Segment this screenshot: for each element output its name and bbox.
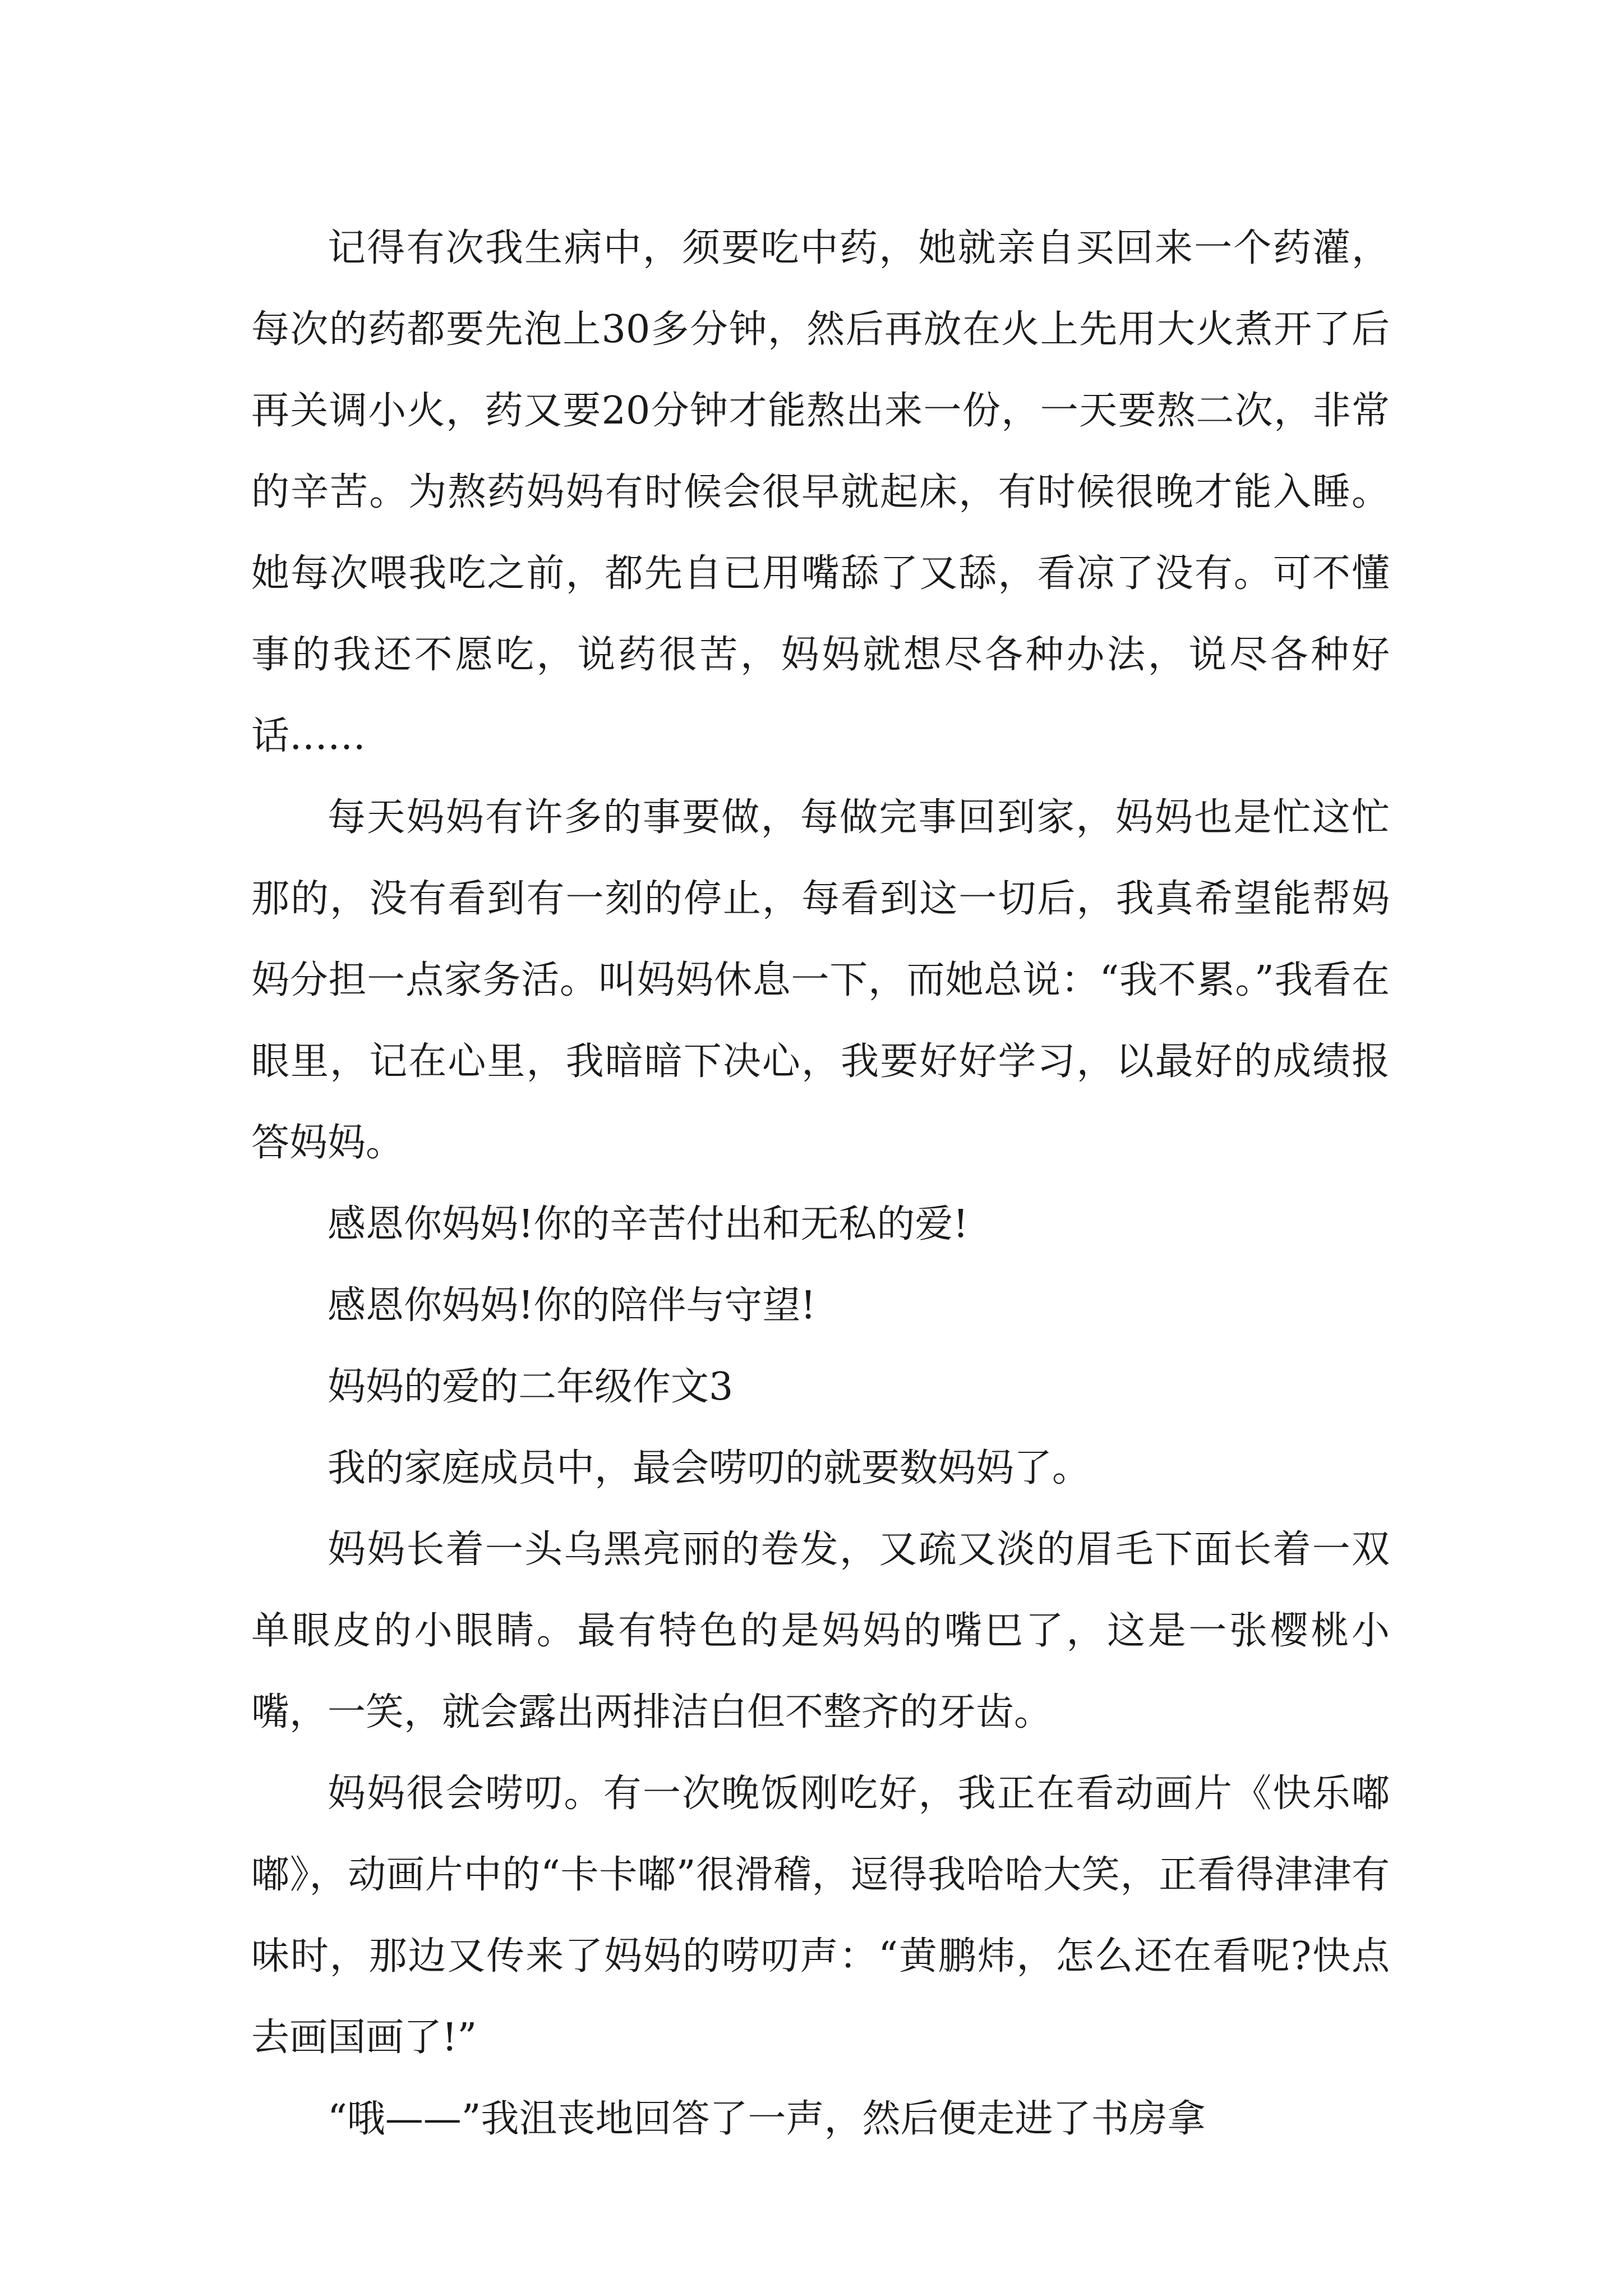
paragraph-mother-nagging: 妈妈很会唠叨。有一次晚饭刚吃好，我正在看动画片《快乐嘟嘟》，动画片中的“卡卡嘟”很滑稽，逗得我哈哈大笑，正看得津津有味时，那边又传来了妈妈的唠叨声：“黄鹏炜，怎么还在看呢?快点去画国画了!” [251, 1772, 1390, 2060]
paragraph-sick-medicine: 记得有次我生病中，须要吃中药，她就亲自买回来一个药灌，每次的药都要先泡上30多分钟，然后再放在火上先用大火煮开了后再关调小火，药又要20分钟才能熬出来一份，一天要熬二次，非常的辛苦。为熬药妈妈有时候会很早就起床，有时候很晚才能入睡。她每次喂我吃之前，都先自已用嘴舔了又舔，看凉了没有。可不懂事的我还不愿吃，说药很苦，妈妈就想尽各种办法，说尽各种好话…… [251, 226, 1390, 758]
paragraph-reply: “哦——”我沮丧地回答了一声，然后便走进了书房拿 [328, 2097, 1206, 2141]
paragraph-family-intro: 我的家庭成员中，最会唠叨的就要数妈妈了。 [328, 1446, 1091, 1490]
paragraph-mother-appearance: 妈妈长着一头乌黑亮丽的卷发，又疏又淡的眉毛下面长着一双单眼皮的小眼睛。最有特色的是妈妈的嘴巴了，这是一张樱桃小嘴，一笑，就会露出两排洁白但不整齐的牙齿。 [251, 1527, 1390, 1734]
paragraph-mother-busy: 每天妈妈有许多的事要做，每做完事回到家，妈妈也是忙这忙那的，没有看到有一刻的停止，每看到这一切后，我真希望能帮妈妈分担一点家务活。叫妈妈休息一下，而她总说：“我不累。”我看在眼里，记在心里，我暗暗下决心，我要好好学习，以最好的成绩报答妈妈。 [251, 795, 1390, 1165]
essay-title: 妈妈的爱的二年级作文3 [328, 1365, 734, 1409]
document-body [251, 208, 1390, 2160]
paragraph-thanks-love: 感恩你妈妈!你的辛苦付出和无私的爱! [328, 1202, 969, 1246]
paragraph-thanks-company: 感恩你妈妈!你的陪伴与守望! [328, 1283, 816, 1328]
